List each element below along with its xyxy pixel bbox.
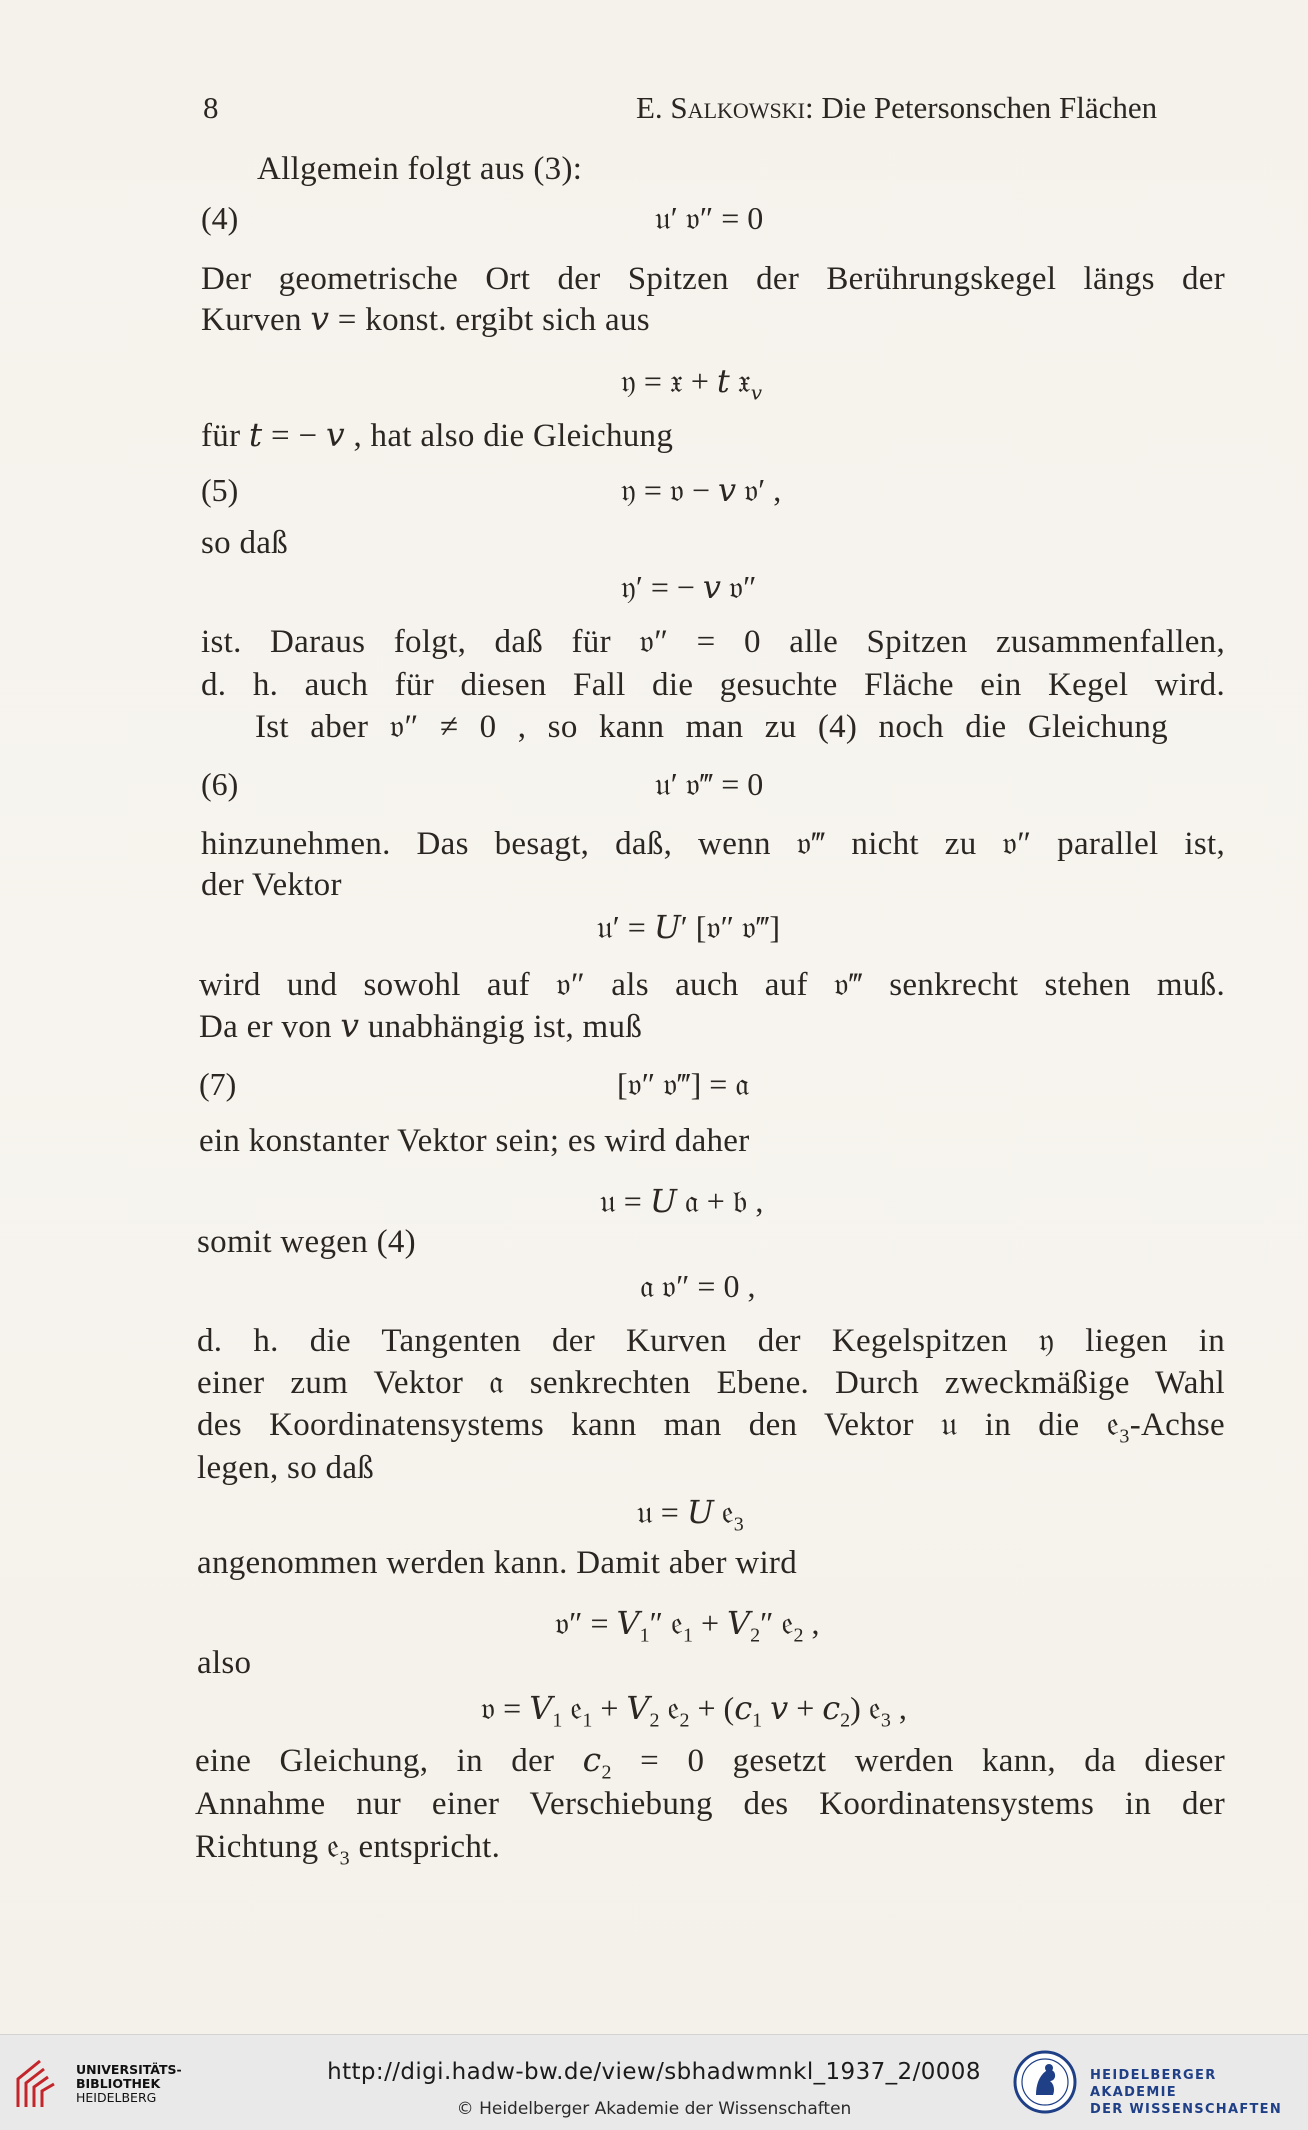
text-line: eine Gleichung, in der 𝑐$_2$ = 0 gesetzt werden kann, da dieser: [195, 1743, 1225, 1784]
text-line: legen, so daß: [197, 1450, 375, 1486]
text-line: Der geometrische Ort der Spitzen der Berührungskegel längs der: [201, 261, 1225, 297]
academy-name: HEIDELBERGER AKADEMIE DER WISSENSCHAFTEN: [1090, 2068, 1283, 2117]
text-line: d. h. die Tangenten der Kurven der Kegelspitzen 𝔶 liegen in: [197, 1323, 1225, 1359]
text-line: hinzunehmen. Das besagt, daß, wenn 𝔳‴ nicht zu 𝔳″ parallel ist,: [201, 826, 1225, 862]
equation-cone-tip: 𝔶 = 𝔵 + 𝑡 𝔵$_𝑣$: [621, 363, 763, 405]
equation-5: 𝔶 = 𝔳 − 𝑣 𝔳′ ,: [621, 472, 782, 508]
equation-u: 𝔲 = 𝑈 𝔞 + 𝔟 ,: [600, 1183, 764, 1219]
text-line: einer zum Vektor 𝔞 senkrechten Ebene. Durch zweckmäßige Wahl: [197, 1365, 1225, 1401]
equation-number: (6): [201, 766, 239, 802]
text-line: ein konstanter Vektor sein; es wird daher: [199, 1123, 750, 1159]
text-line: für 𝑡 = − 𝑣 , hat also die Gleichung: [201, 418, 674, 454]
text-line: d. h. auch für diesen Fall die gesuchte Fläche ein Kegel wird.: [201, 667, 1225, 703]
text-line: angenommen werden kann. Damit aber wird: [197, 1545, 797, 1581]
permalink-url[interactable]: http://digi.hadw-bw.de/view/sbhadwmnkl_1937_2/0008: [327, 2059, 981, 2085]
text-line: Richtung 𝔢$_3$ entspricht.: [195, 1829, 501, 1870]
text-line: Allgemein folgt aus (3):: [257, 151, 583, 187]
equation-y-prime: 𝔶′ = − 𝑣 𝔳″: [621, 569, 757, 605]
equation-a-v: 𝔞 𝔳″ = 0 ,: [640, 1268, 756, 1304]
equation-7: [𝔳″ 𝔳‴] = 𝔞: [617, 1066, 750, 1102]
equation-number: (7): [199, 1066, 237, 1102]
text-line: somit wegen (4): [197, 1224, 416, 1260]
text-line: Da er von 𝑣 unabhängig ist, muß: [199, 1009, 643, 1045]
equation-v: 𝔳 = 𝑉$_1$ 𝔢$_1$ + 𝑉$_2$ 𝔢$_2$ + (𝑐$_1$ 𝑣 + 𝑐$_2$) 𝔢$_3$ ,: [481, 1690, 907, 1732]
text-line: so daß: [201, 525, 289, 561]
running-title: [636, 88, 1157, 128]
text-line: ist. Daraus folgt, daß für 𝔳″ = 0 alle Spitzen zusammenfallen,: [201, 624, 1225, 660]
footer-bar: [0, 2034, 1308, 2130]
equation-number: (5): [201, 472, 239, 508]
page-number: 8: [203, 90, 219, 125]
copyright-notice: © Heidelberger Akademie der Wissenschaften: [456, 2099, 852, 2119]
equation-4: 𝔲′ 𝔳″ = 0: [655, 200, 764, 236]
academy-seal-icon: [1012, 2049, 1078, 2115]
text-line: Kurven 𝑣 = konst. ergibt sich aus: [201, 302, 650, 338]
equation-number: (4): [201, 200, 239, 236]
text-line: des Koordinatensystems kann man den Vektor 𝔲 in die 𝔢$_3$-Achse: [197, 1407, 1225, 1448]
text-line: also: [197, 1645, 252, 1681]
running-title-author: E. Salkowski: [636, 90, 805, 125]
text-line: wird und sowohl auf 𝔳″ als auch auf 𝔳‴ senkrecht stehen muß.: [199, 967, 1225, 1003]
university-library-name: UNIVERSITÄTS- BIBLIOTHEK HEIDELBERG: [76, 2062, 182, 2105]
text-line: Ist aber 𝔳″ ≠ 0 , so kann man zu (4) noch die Gleichung: [255, 709, 1168, 745]
equation-6: 𝔲′ 𝔳‴ = 0: [655, 766, 764, 802]
running-title-rest: : Die Petersonschen Flächen: [805, 90, 1158, 125]
text-line: Annahme nur einer Verschiebung des Koordinatensystems in der: [195, 1786, 1225, 1822]
equation-u-prime: 𝔲′ = 𝑈′ [𝔳″ 𝔳‴]: [597, 909, 781, 945]
text-line: der Vektor: [201, 867, 342, 903]
equation-u-e3: 𝔲 = 𝑈 𝔢$_3$: [637, 1494, 744, 1536]
equation-v-double-prime: 𝔳″ = 𝑉$_1$″ 𝔢$_1$ + 𝑉$_2$″ 𝔢$_2$ ,: [555, 1605, 820, 1647]
